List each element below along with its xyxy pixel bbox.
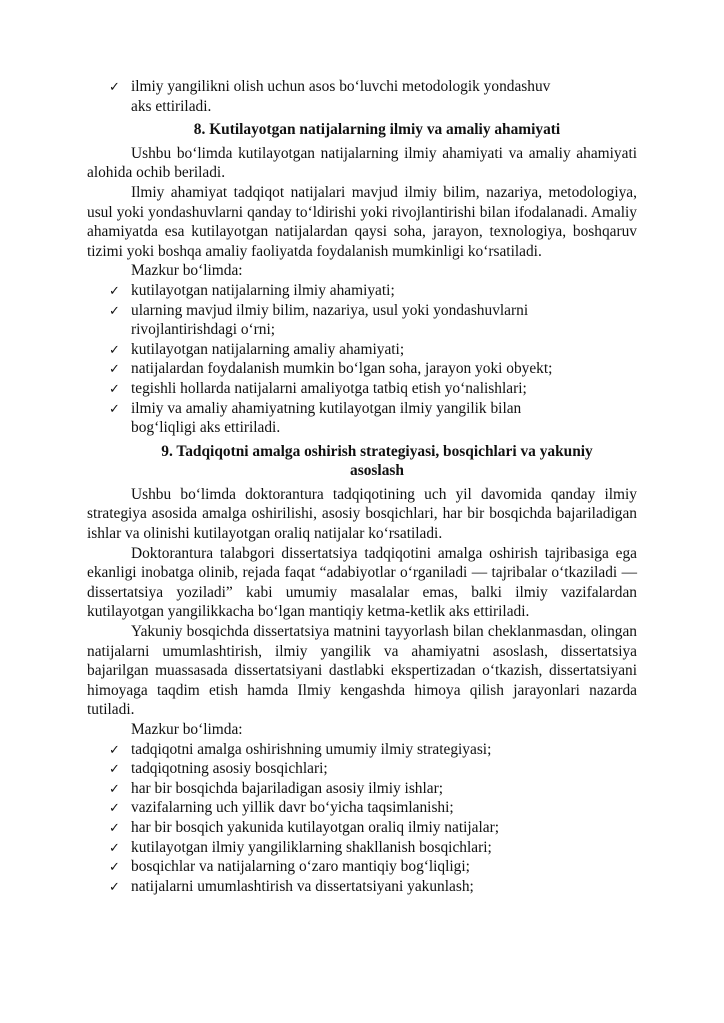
list-item: ✓ natijalardan foydalanish mumkin bo‘lgan soha, jarayon yoki obyekt; <box>109 360 553 378</box>
paragraph: Yakuniy bosqichda dissertatsiya matnini tayyorlash bilan cheklanmasdan, olingan natijalarni umumlashtirish, ilmiy yangilik va ahamiyatni asoslash, dissertatsiya bajarilgan muassasada dissertatsiyani dastlabki ekspertizadan o‘tkazish, dissertatsiyani himoyaga taqdim etish hamda Ilmiy kengashda himoya qilish jarayonlari nazarda tutiladi. <box>87 623 637 719</box>
section-8-heading: 8. Kutilayotgan natijalarning ilmiy va amaliy ahamiyati <box>193 121 561 139</box>
check-mark-icon: ✓ <box>109 341 120 357</box>
check-mark-icon: ✓ <box>109 859 120 875</box>
list-item: ✓ kutilayotgan natijalarning ilmiy ahamiyati; <box>109 281 395 299</box>
check-mark-icon: ✓ <box>109 79 120 94</box>
check-mark-icon: ✓ <box>109 819 120 835</box>
section-9-checklist <box>87 740 637 897</box>
list-item: ✓ har bir bosqichda bajariladigan asosiy ilmiy ishlar; <box>109 779 444 797</box>
check-mark-icon: ✓ <box>109 302 120 318</box>
check-mark-icon: ✓ <box>109 741 120 757</box>
section-9-heading-line1: 9. Tadqiqotni amalga oshirish strategiyasi, bosqichlari va yakuniy <box>161 442 593 460</box>
paragraph: Doktorantura talabgori dissertatsiya tadqiqotini amalga oshirish tajribasiga ega ekanligi inobatga olinib, rejada faqat “adabiyotlar o‘rganiladi — tajribalar o‘tkaziladi — dissertatsiya yoziladi” kabi umumiy masalalar emas, balki ilmiy vazifalardan kutilayotgan yangilikkacha bo‘lgan mantiqiy ketma-ketlik aks ettiriladi. <box>87 544 637 621</box>
list-item: ✓ bosqichlar va natijalarning o‘zaro mantiqiy bog‘liqligi; <box>109 858 470 876</box>
check-mark-icon: ✓ <box>109 400 120 416</box>
list-item: ✓ kutilayotgan ilmiy yangiliklarning shakllanish bosqichlari; <box>109 838 492 856</box>
list-item: ✓ ularning mavjud ilmiy bilim, nazariya, usul yoki yondashuvlarni rivojlantirishdagi o‘rni; <box>109 301 529 339</box>
check-mark-icon: ✓ <box>109 761 120 777</box>
list-item: ✓ vazifalarning uch yillik davr bo‘yicha taqsimlanishi; <box>109 799 454 817</box>
check-mark-icon: ✓ <box>109 282 120 298</box>
list-item: ✓ tadqiqotning asosiy bosqichlari; <box>109 760 328 778</box>
list-item: ✓ natijalarni umumlashtirish va dissertatsiyani yakunlash; <box>109 877 474 895</box>
list-item: ✓ ilmiy yangilikni olish uchun asos bo‘luvchi metodologik yondashuv aks ettiriladi. <box>109 78 551 115</box>
check-mark-icon: ✓ <box>109 361 120 377</box>
section-8-checklist <box>87 281 637 438</box>
check-mark-icon: ✓ <box>109 878 120 894</box>
check-mark-icon: ✓ <box>109 839 120 855</box>
list-intro: Mazkur bo‘limda: <box>131 721 243 738</box>
list-item: ✓ tegishli hollarda natijalarni amaliyotga tatbiq etish yo‘nalishlari; <box>109 379 527 397</box>
paragraph: Ushbu bo‘limda kutilayotgan natijalarning ilmiy ahamiyati va amaliy ahamiyati alohida ochib beriladi. <box>87 144 637 182</box>
paragraph: Ilmiy ahamiyat tadqiqot natijalari mavjud ilmiy bilim, nazariya, metodologiya, usul yoki yondashuvlarni qanday to‘ldirishi yoki rivojlantirishi bilan ifodalanadi. Amaliy ahamiyatda esa kutilayotgan natijalardan qaysi soha, jarayon, texnologiya, boshqaruv tizimi yoki boshqa amaliy faoliyatda foydalanish mumkinligi ko‘rsatiladi. <box>87 183 637 260</box>
list-item: ✓ ilmiy va amaliy ahamiyatning kutilayotgan ilmiy yangilik bilan bog‘liqligi aks ettiriladi. <box>109 399 522 437</box>
section-9-heading-line2: asoslash <box>350 462 404 480</box>
check-mark-icon: ✓ <box>109 800 120 816</box>
list-item: ✓ har bir bosqich yakunida kutilayotgan oraliq ilmiy natijalar; <box>109 818 499 836</box>
list-item: ✓ tadqiqotni amalga oshirishning umumiy ilmiy strategiyasi; <box>109 740 492 758</box>
list-intro: Mazkur bo‘limda: <box>131 262 243 280</box>
check-mark-icon: ✓ <box>109 380 120 396</box>
top-checklist <box>87 77 637 116</box>
section-9-heading <box>87 442 637 481</box>
list-item: ✓ kutilayotgan natijalarning amaliy ahamiyati; <box>109 340 405 358</box>
paragraph: Ushbu bo‘limda doktorantura tadqiqotining uch yil davomida qanday ilmiy strategiya asosida amalga oshirilishi, asosiy bosqichlari, har bir bosqichda bajariladigan ishlar va olinishi kutilayotgan oraliq natijalar ko‘rsatiladi. <box>87 485 637 543</box>
check-mark-icon: ✓ <box>109 780 120 796</box>
